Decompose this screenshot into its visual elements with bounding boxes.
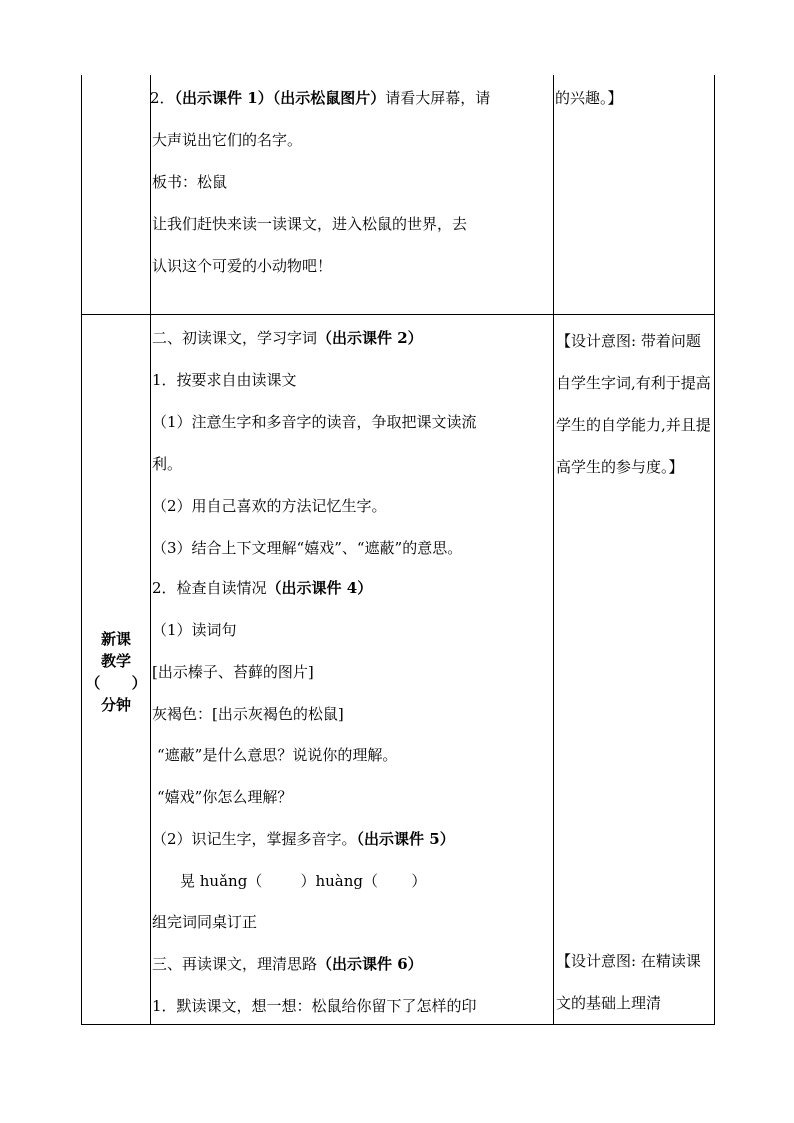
step-memorize: （2）用自己喜欢的方法记忆生字。 xyxy=(152,497,387,515)
row1-line1: 2．（出示课件 1）（出示松鼠图片）请看大屏幕，请 xyxy=(150,89,491,107)
step-check: 2．检查自读情况（出示课件 4） xyxy=(152,579,373,597)
table-border-bottom xyxy=(81,1024,715,1025)
step-grey-brown: 灰褐色：[出示灰褐色的松鼠] xyxy=(152,705,344,723)
design-intent-1: 【设计意图: 带着问题自学生字词,有利于提高学生的自学能力,并且提高学生的参与度。】 xyxy=(556,332,711,476)
design-intent-2: 【设计意图: 在精读课文的基础上理清 xyxy=(556,952,701,1012)
polyphone-huang: 晃 huǎng（ ）huàng（ ） xyxy=(180,872,427,890)
question-xixi: “嬉戏”你怎么理解？ xyxy=(157,788,293,806)
step-read-freely: 1．按要求自由读课文 xyxy=(152,371,297,389)
step-peer-check: 组完词同桌订正 xyxy=(152,913,258,931)
table-border-right xyxy=(714,75,715,1025)
table-divider-1 xyxy=(150,75,151,1025)
row-separator xyxy=(81,314,715,315)
step-pronunciation: （1）注意生字和多音字的读音，争取把课文读流 xyxy=(152,413,477,431)
step-show-pictures: [出示榛子、苔藓的图片] xyxy=(152,663,314,681)
table-border-left xyxy=(81,75,82,1025)
step-pronunciation-cont: 利。 xyxy=(152,455,183,473)
question-zhebi: “遮蔽”是什么意思？说说你的理解。 xyxy=(157,746,398,764)
row1-line5: 认识这个可爱的小动物吧！ xyxy=(152,257,333,275)
heading-reread: 三、再读课文，理清思路（出示课件 6） xyxy=(152,955,423,973)
heading-first-reading: 二、初读课文，学习字词（出示课件 2） xyxy=(152,329,423,347)
step-silent-read: 1．默读课文，想一想：松鼠给你留下了怎样的印 xyxy=(152,997,477,1015)
row1-right-note: 的兴趣。】 xyxy=(555,89,623,107)
step-read-words: （1）读词句 xyxy=(152,621,237,639)
row1-line2: 大声说出它们的名字。 xyxy=(152,131,303,149)
row1-line3: 板书：松鼠 xyxy=(152,173,228,191)
step-understand: （3）结合上下文理解“嬉戏”、“遮蔽”的意思。 xyxy=(152,539,463,557)
section-label-new-lesson: 新课 教学 （ ） 分钟 xyxy=(85,630,147,714)
row1-line4: 让我们赶快来读一读课文，进入松鼠的世界，去 xyxy=(152,215,468,233)
table-divider-2 xyxy=(553,75,554,1025)
step-polyphone: （2）识记生字，掌握多音字。（出示课件 5） xyxy=(152,830,455,848)
